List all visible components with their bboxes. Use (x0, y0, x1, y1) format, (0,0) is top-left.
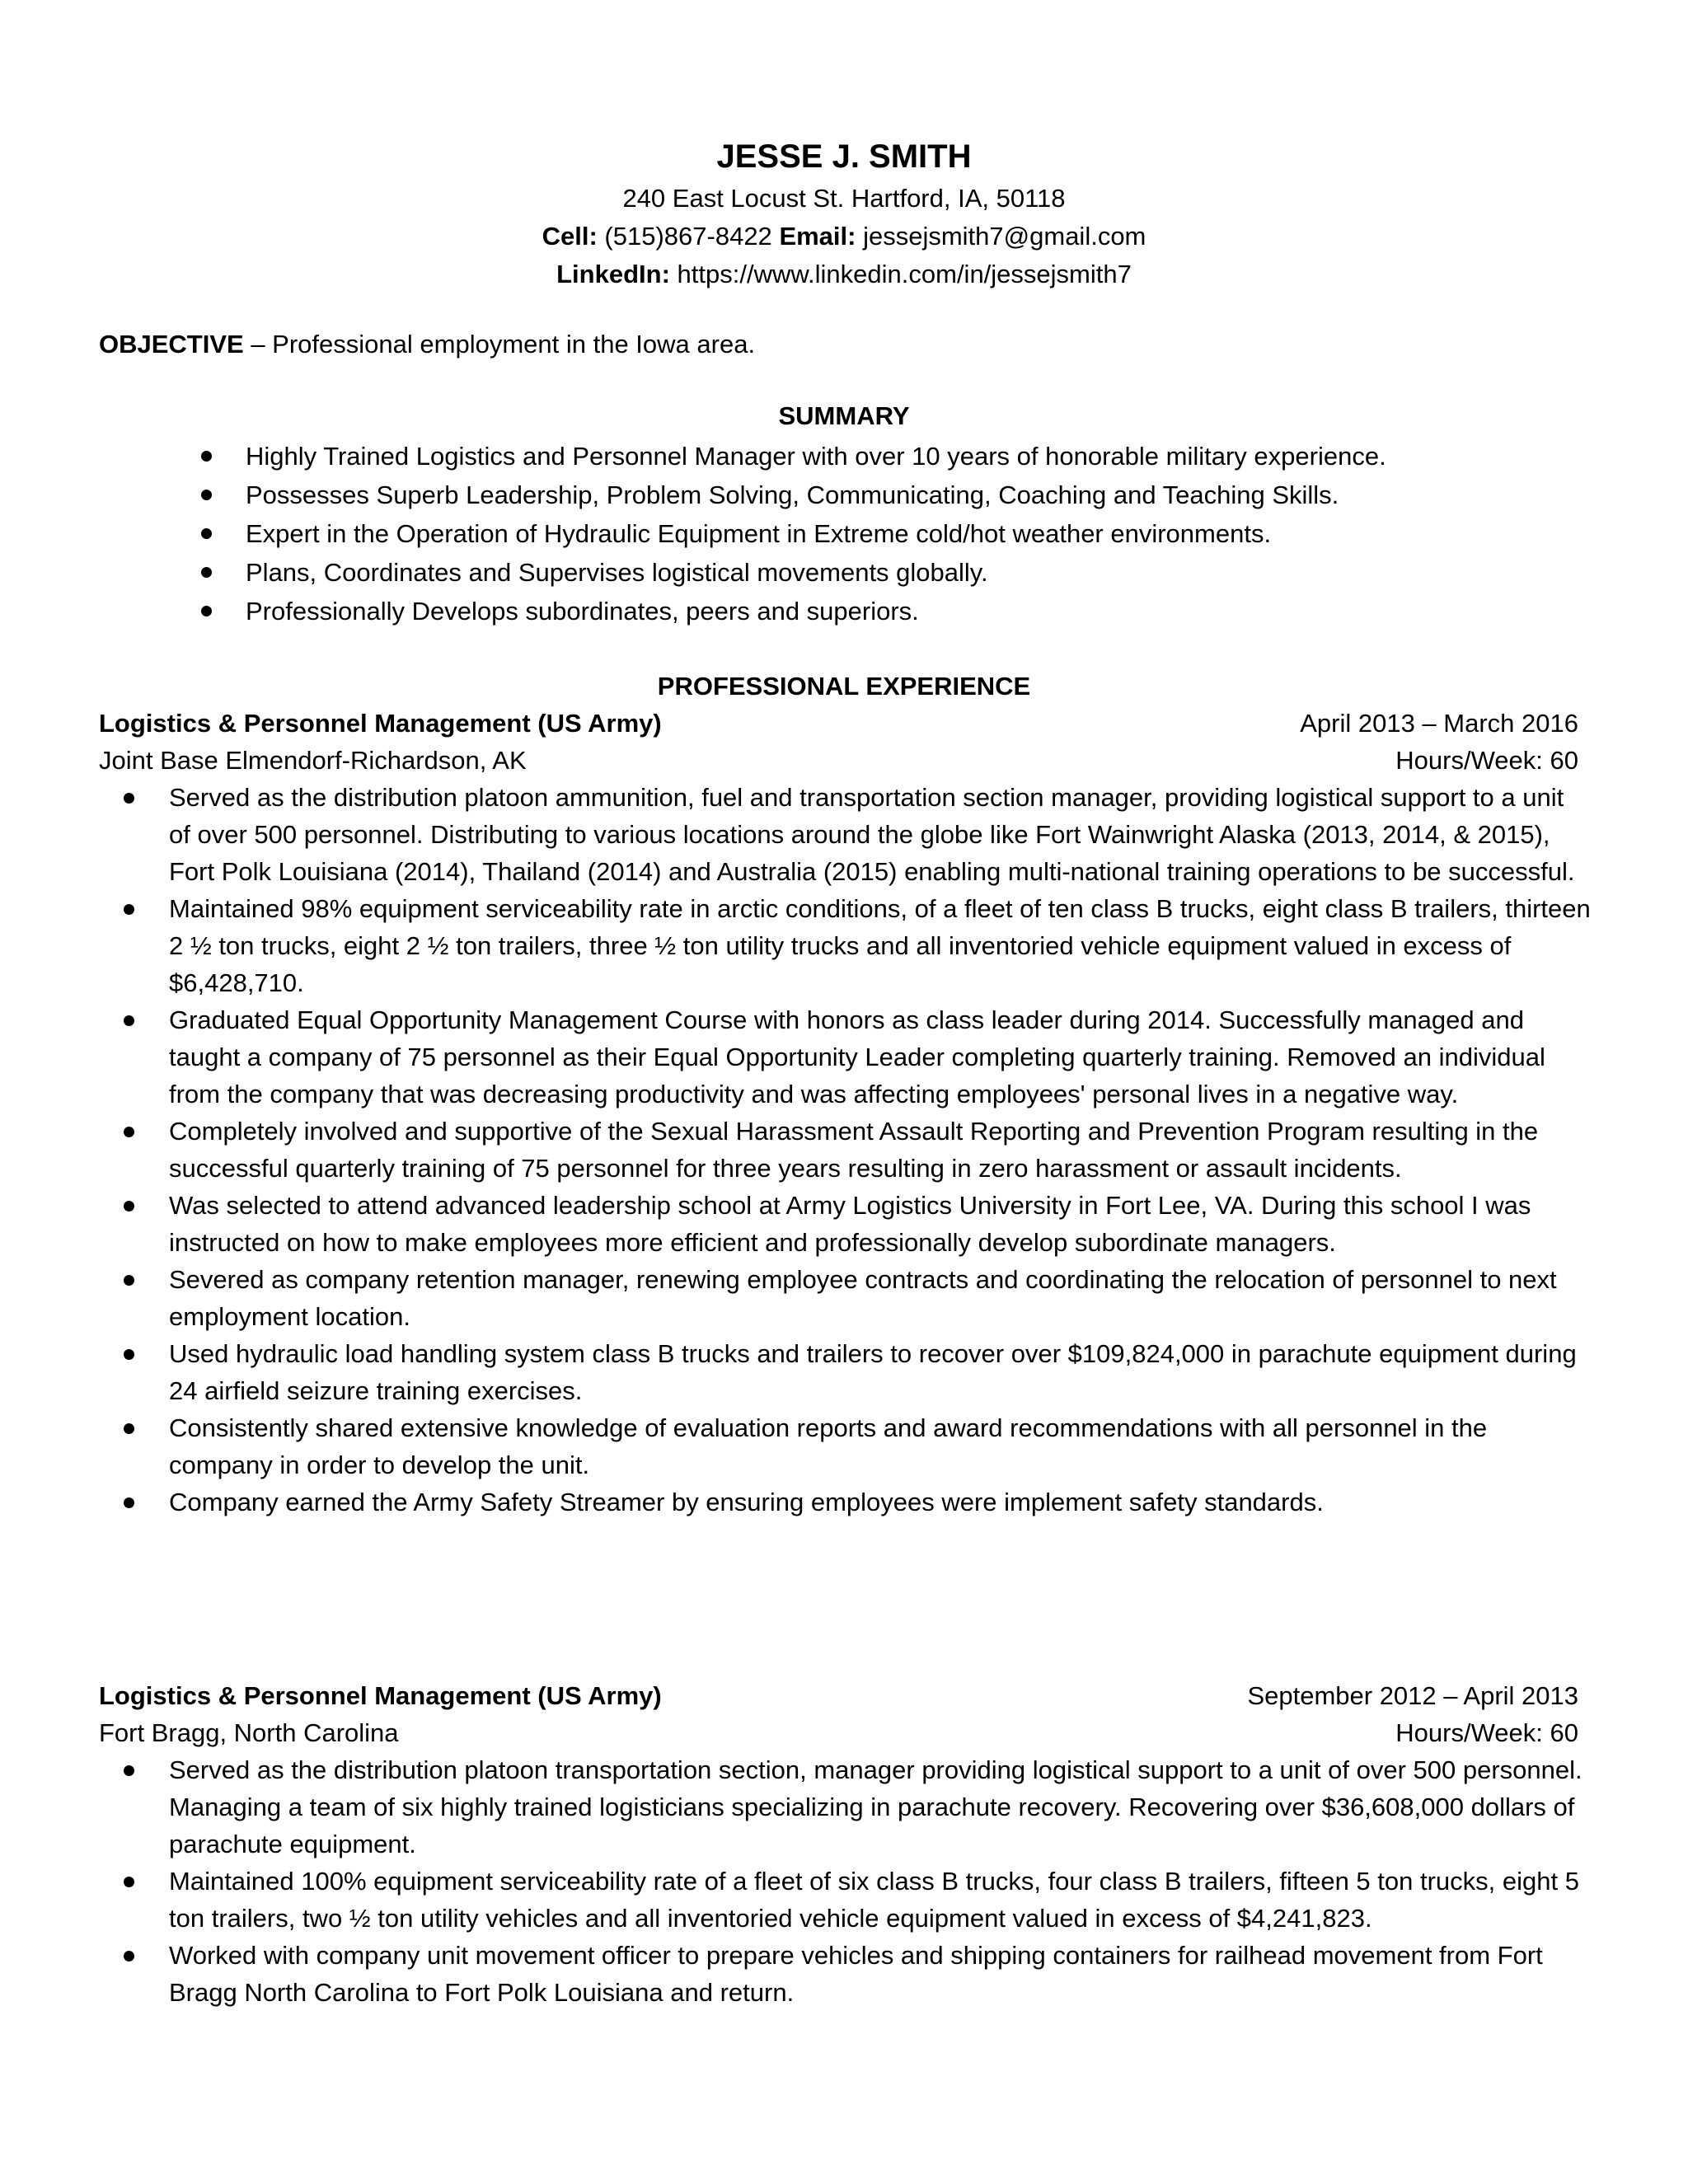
job-entry (99, 1677, 1582, 2011)
summary-item: Professionally Develops subordinates, peers and superiors. (190, 592, 1550, 630)
bullet-icon (201, 567, 212, 578)
bullet-icon (124, 1497, 134, 1508)
summary-item: Possesses Superb Leadership, Problem Solving, Communicating, Coaching and Teaching Skills. (190, 476, 1550, 514)
job-title: Logistics & Personnel Management (US Army) (99, 709, 662, 738)
summary-item: Plans, Coordinates and Supervises logistical movements globally. (190, 553, 1550, 592)
job-hours: Hours/Week: 60 (1395, 1718, 1578, 1747)
bullet-icon (124, 1127, 134, 1137)
job-header-row (99, 1677, 1578, 1714)
bullet-icon (124, 1015, 134, 1026)
bullet-icon (124, 793, 134, 804)
job-dates: September 2012 – April 2013 (1247, 1681, 1578, 1710)
duty-item: Completely involved and supportive of the Sexual Harassment Assault Reporting and Prevention Program resulting in the successful quarterly training of 75 personnel for three years resulting in zero harassment or assault incidents. (99, 1113, 1591, 1187)
linkedin-value: https://www.linkedin.com/in/jessejsmith7 (677, 260, 1132, 288)
bullet-icon (124, 904, 134, 915)
duty-item: Was selected to attend advanced leadership school at Army Logistics University in Fort Lee, VA. During this school I was instructed on how to make employees more efficient and professionally develop subordinate managers. (99, 1187, 1591, 1261)
bullet-icon (124, 1951, 134, 1961)
objective-text: – Professional employment in the Iowa area. (243, 330, 756, 359)
duty-item: Graduated Equal Opportunity Management Course with honors as class leader during 2014. Successfully managed and taught a company of 75 personnel as their Equal Opportunity Leader completing quarterly training. Removed an individual from the company that was decreasing productivity and was affecting employees' personal lives in a negative way. (99, 1001, 1591, 1113)
duty-item: Served as the distribution platoon transportation section, manager providing logistical support to a unit of over 500 personnel. Managing a team of six highly trained logisticians specializing in parachute recovery. Recovering over $36,608,000 dollars of parachute equipment. (99, 1751, 1591, 1863)
linkedin-line (0, 255, 1688, 293)
duty-item: Severed as company retention manager, renewing employee contracts and coordinating the relocation of personnel to next employment location. (99, 1261, 1591, 1335)
objective-label: OBJECTIVE (99, 330, 244, 359)
linkedin-label: LinkedIn: (556, 260, 670, 288)
duties-list (99, 779, 1591, 1521)
duty-item: Maintained 100% equipment serviceability rate of a fleet of six class B trucks, four class B trailers, fifteen 5 ton trucks, eight 5 ton trailers, two ½ ton utility vehicles and all inventoried vehicle equipment valued in excess of $4,241,823. (99, 1863, 1591, 1937)
email-value: jessejsmith7@gmail.com (863, 222, 1146, 251)
job-header-row (99, 705, 1578, 742)
candidate-name: JESSE J. SMITH (716, 138, 972, 175)
cell-value: (515)867-8422 (604, 222, 772, 251)
address-line: 240 East Locust St. Hartford, IA, 50118 (622, 184, 1066, 213)
job-location-row (99, 1714, 1578, 1751)
resume-header (0, 134, 1688, 293)
duty-item: Maintained 98% equipment serviceability rate in arctic conditions, of a fleet of ten class B trucks, eight class B trailers, thirteen 2 ½ ton trucks, eight 2 ½ ton trailers, three ½ ton utility trucks and all inventoried vehicle equipment valued in excess of $6,428,710. (99, 890, 1591, 1001)
summary-item: Highly Trained Logistics and Personnel Manager with over 10 years of honorable military experience. (190, 437, 1550, 476)
duty-item: Worked with company unit movement officer to prepare vehicles and shipping containers for railhead movement from Fort Bragg North Carolina to Fort Polk Louisiana and return. (99, 1937, 1591, 2011)
bullet-icon (201, 606, 212, 616)
bullet-icon (201, 490, 212, 500)
bullet-icon (124, 1349, 134, 1360)
bullet-icon (201, 451, 212, 462)
bullet-icon (124, 1765, 134, 1776)
job-location-row (99, 742, 1578, 779)
bullet-icon (124, 1275, 134, 1286)
bullet-icon (201, 528, 212, 539)
job-location: Joint Base Elmendorf-Richardson, AK (99, 746, 527, 775)
job-dates: April 2013 – March 2016 (1300, 709, 1578, 738)
job-location: Fort Bragg, North Carolina (99, 1718, 399, 1747)
duty-item: Used hydraulic load handling system class B trucks and trailers to recover over $109,824,000 in parachute equipment during 24 airfield seizure training exercises. (99, 1335, 1591, 1409)
bullet-icon (124, 1423, 134, 1434)
duty-item: Served as the distribution platoon ammunition, fuel and transportation section manager, providing logistical support to a unit of over 500 personnel. Distributing to various locations around the globe like Fort Wainwright Alaska (2013, 2014, & 2015), Fort Polk Louisiana (2014), Thailand (2014) and Australia (2015) enabling multi-national training operations to be successful. (99, 779, 1591, 890)
duty-item: Consistently shared extensive knowledge of evaluation reports and award recommendations with all personnel in the company in order to develop the unit. (99, 1409, 1591, 1483)
bullet-icon (124, 1877, 134, 1887)
experience-heading: PROFESSIONAL EXPERIENCE (657, 672, 1031, 701)
bullet-icon (124, 1201, 134, 1212)
email-label: Email: (779, 222, 856, 251)
summary-list (190, 437, 1550, 630)
duty-item: Company earned the Army Safety Streamer by ensuring employees were implement safety standards. (99, 1483, 1591, 1521)
objective-section (99, 326, 1582, 363)
job-title: Logistics & Personnel Management (US Army) (99, 1681, 662, 1710)
job-entry (99, 705, 1591, 1521)
cell-label: Cell: (542, 222, 598, 251)
summary-heading: SUMMARY (778, 401, 910, 430)
duties-list (99, 1751, 1591, 2011)
contact-line (0, 218, 1688, 255)
job-hours: Hours/Week: 60 (1395, 746, 1578, 775)
summary-item: Expert in the Operation of Hydraulic Equipment in Extreme cold/hot weather environments. (190, 514, 1550, 553)
